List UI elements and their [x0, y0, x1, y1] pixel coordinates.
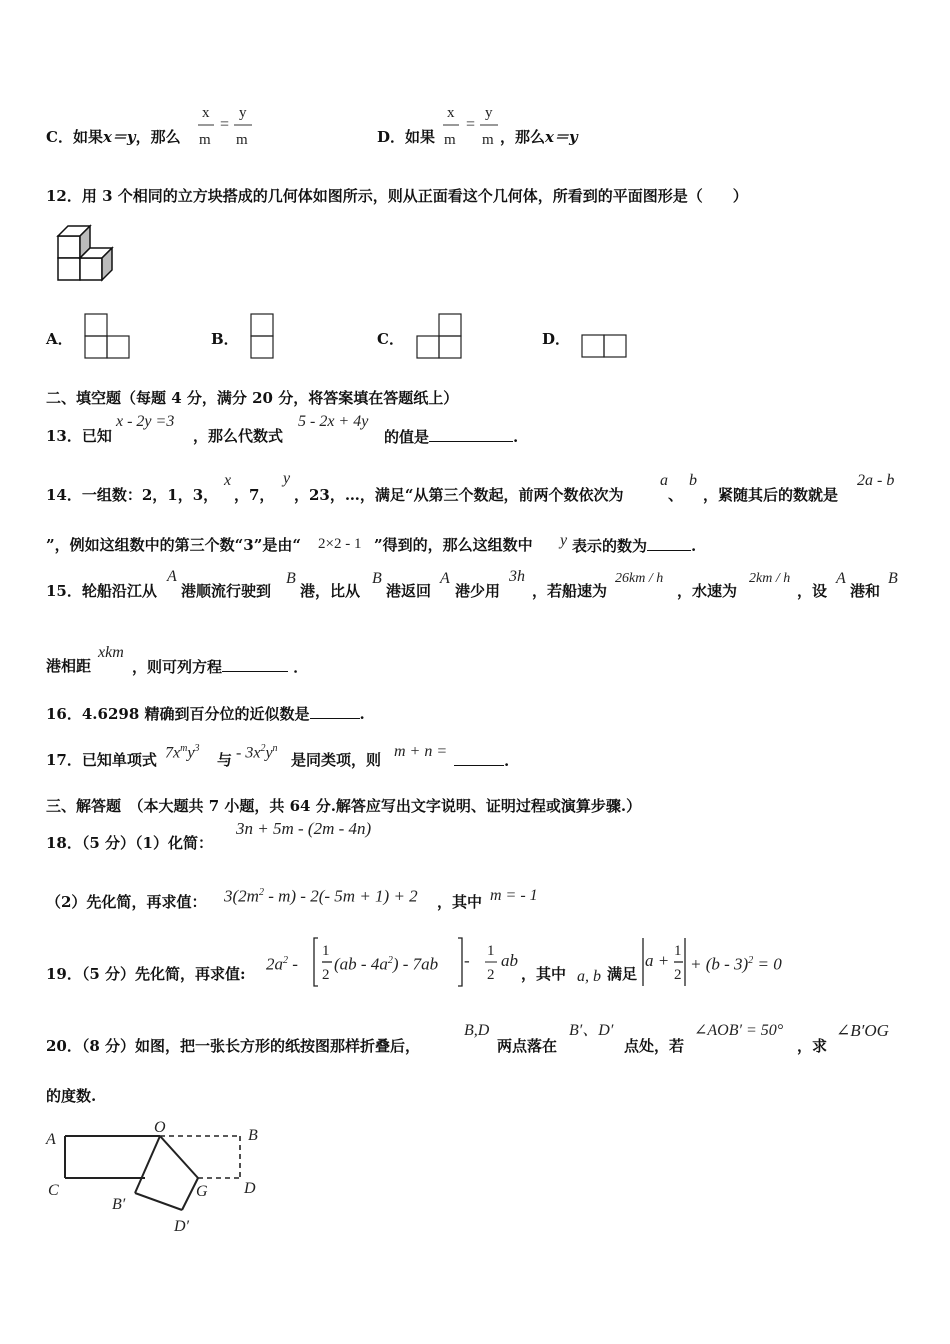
- fig-label-Bp: B′: [112, 1196, 126, 1213]
- q15-t2: 港顺流行驶到: [181, 582, 272, 600]
- q15-A3: A: [836, 570, 846, 587]
- q11-c-eq: =: [220, 116, 230, 133]
- q18-cond: m = - 1: [490, 887, 538, 904]
- q20-BpDp: B′、D′: [569, 1022, 614, 1039]
- q15-t9: 港和: [850, 582, 881, 600]
- q15-B2: B: [372, 570, 382, 587]
- q19-half-num: 1: [322, 943, 330, 959]
- q14-line2-mid: ”得到的，那么这组数中: [374, 536, 533, 554]
- q12-option-b-figure: [250, 313, 276, 359]
- q15-xkm: xkm: [98, 644, 124, 661]
- q17-expr: m + n =: [394, 743, 448, 760]
- q20-pre: 20．（8 分）如图，把一张长方形的纸按图那样折叠后，: [46, 1037, 421, 1055]
- fig-label-G: G: [196, 1183, 208, 1200]
- q11-d-conclusion: ，那么x＝y: [500, 128, 578, 146]
- fig-label-B: B: [248, 1127, 258, 1144]
- q14-x: x: [224, 472, 232, 489]
- q19-ab: ab: [501, 951, 518, 970]
- q19-l1: 19．（5 分）先化简，再求值:: [46, 965, 246, 983]
- q11-c-num-right: y: [239, 105, 247, 121]
- q14-line2-pre: ”，例如这组数中的第三个数“3”是由“: [46, 536, 301, 554]
- q13-post: 的值是 .: [384, 428, 519, 446]
- q19-e-a: $2a^2$ -: [266, 954, 298, 974]
- q19-sat: 满足: [607, 965, 638, 983]
- q19-abs-num: 1: [674, 943, 682, 959]
- section2-heading: 二、填空题（每题 4 分，满分 20 分，将答案填在答题纸上）: [46, 389, 459, 407]
- q11-d-den-left: m: [444, 132, 456, 148]
- q13-expr2: 5 - 2x + 4y: [298, 413, 369, 430]
- q13-expr1: x - 2y =3: [116, 413, 175, 430]
- q17-monomial1: $7x^my^3$: [165, 743, 200, 762]
- q19-inner: $(ab - 4a^2) - 7ab$: [334, 954, 439, 974]
- q15-t8: ，设: [797, 582, 828, 600]
- q12-option-a: A．: [46, 330, 73, 348]
- q20-angle: ∠AOB′ = 50°: [694, 1022, 784, 1039]
- q19-tail: -: [464, 951, 470, 970]
- fig-label-C: C: [48, 1182, 59, 1199]
- q15-h: 3h: [509, 568, 525, 585]
- q14-b: b: [689, 472, 697, 489]
- q15-t1: 15．轮船沿江从: [46, 582, 157, 600]
- q11-c-den-left: m: [199, 132, 211, 148]
- fig-label-Dp: D′: [174, 1218, 190, 1235]
- q19-abs-a: a +: [645, 951, 670, 970]
- q15-l2a: 港相距: [46, 657, 92, 675]
- q15-B1: B: [286, 570, 296, 587]
- q20-BD: B,D: [464, 1022, 490, 1039]
- q19-abs-den: 2: [674, 967, 682, 983]
- q20-mid: 两点落在: [497, 1037, 558, 1055]
- q20-fold-figure: [40, 1118, 280, 1238]
- q18-l1: 18．（5 分）（1）化简：: [46, 834, 213, 852]
- fig-label-D: D: [244, 1180, 256, 1197]
- q14-expr: 2a - b: [857, 472, 895, 489]
- q15-t6: ，若船速为: [532, 582, 608, 600]
- q15-water: 2km / h: [749, 571, 791, 586]
- q11-c-num-left: x: [202, 105, 210, 121]
- q14-dun: 、: [668, 486, 684, 504]
- q18-e1: 3n + 5m - (2m - 4n): [236, 819, 372, 838]
- q15-t4: 港返回: [386, 582, 432, 600]
- q14-line2-post: 表示的数为 .: [572, 537, 697, 555]
- q12-text: 12．用 3 个相同的立方块搭成的几何体如图所示，则从正面看这个几何体，所看到的平面图形是（ ）: [46, 187, 748, 205]
- q19-fraction-bar: [485, 961, 499, 963]
- q15-t3: 港，比从: [300, 582, 361, 600]
- q19-vars: a, b: [577, 968, 601, 985]
- q15-t7: ，水速为: [677, 582, 738, 600]
- q14-a: a: [660, 472, 668, 489]
- q12-option-a-figure: [84, 313, 132, 359]
- q17-post: 是同类项，则: [291, 751, 382, 769]
- q17-pre: 17．已知单项式: [46, 751, 157, 769]
- q17-mid: 与: [217, 751, 233, 769]
- q14-y: y: [283, 470, 291, 487]
- q14-line2-expr: 2×2 - 1: [318, 536, 362, 552]
- q12-option-c: C．: [377, 330, 404, 348]
- q14-line1-post: ，紧随其后的数就是: [703, 486, 839, 504]
- q16-text: 16．4.6298 精确到百分位的近似数是 .: [46, 705, 365, 723]
- q11-option-d: D．如果: [377, 128, 436, 146]
- q14-line2-y: y: [560, 532, 568, 549]
- q19-plus: + (b - 3)$^2$ = 0: [690, 954, 782, 974]
- q19-tail-num: 1: [487, 943, 495, 959]
- q12-option-d: D．: [542, 330, 571, 348]
- q11-d-num-right: y: [485, 105, 493, 121]
- q20-line2: 的度数.: [46, 1087, 97, 1105]
- q17-monomial2: - $3x^2y^n$: [236, 743, 278, 762]
- q19-tail-den: 2: [487, 967, 495, 983]
- q12-option-b: B．: [211, 330, 239, 348]
- q11-d-den-right: m: [482, 132, 494, 148]
- q11-d-eq: =: [466, 116, 476, 133]
- q17-blank: .: [454, 751, 509, 770]
- q12-cube-figure: [56, 224, 118, 284]
- q20-ask: ∠B′OG: [836, 1021, 889, 1040]
- q18-l2b: ，其中: [437, 893, 483, 911]
- q19-half-den: 2: [322, 967, 330, 983]
- q18-e2: $3(2m^2 - m) - 2(-$ 5m + 1) + 2: [224, 886, 418, 906]
- q12-option-c-figure: [416, 313, 464, 359]
- q13-mid: ，那么代数式: [193, 427, 284, 445]
- q11-option-c: C．如果x＝y，那么: [46, 128, 181, 146]
- q13-pre: 13．已知: [46, 427, 112, 445]
- q15-speed: 26km / h: [615, 571, 664, 586]
- q14-sep1: ，7，: [234, 486, 275, 504]
- q20-mid3: ，求: [797, 1037, 828, 1055]
- q14-line1-mid: ，23，…，满足“从第三个数起，前两个数依次为: [294, 486, 624, 504]
- q15-B3: B: [888, 570, 898, 587]
- fig-label-O: O: [154, 1119, 166, 1136]
- q12-option-d-figure: [581, 334, 629, 358]
- section3-heading: 三、解答题 （本大题共 7 小题，共 64 分.解答应写出文字说明、证明过程或演算步骤.）: [46, 797, 642, 815]
- q15-l2b: ，则可列方程 ．: [132, 658, 309, 676]
- q15-A1: A: [167, 568, 177, 585]
- q18-l2: （2）先化简，再求值：: [46, 893, 207, 911]
- q14-line1-pre: 14．一组数：2，1，3，: [46, 486, 219, 504]
- q15-A2: A: [440, 570, 450, 587]
- q15-t5: 港少用: [455, 582, 501, 600]
- q11-c-den-right: m: [236, 132, 248, 148]
- q11-d-num-left: x: [447, 105, 455, 121]
- q19-mid: ，其中: [521, 965, 567, 983]
- fig-label-A: A: [46, 1131, 56, 1148]
- q20-mid2: 点处，若: [624, 1037, 685, 1055]
